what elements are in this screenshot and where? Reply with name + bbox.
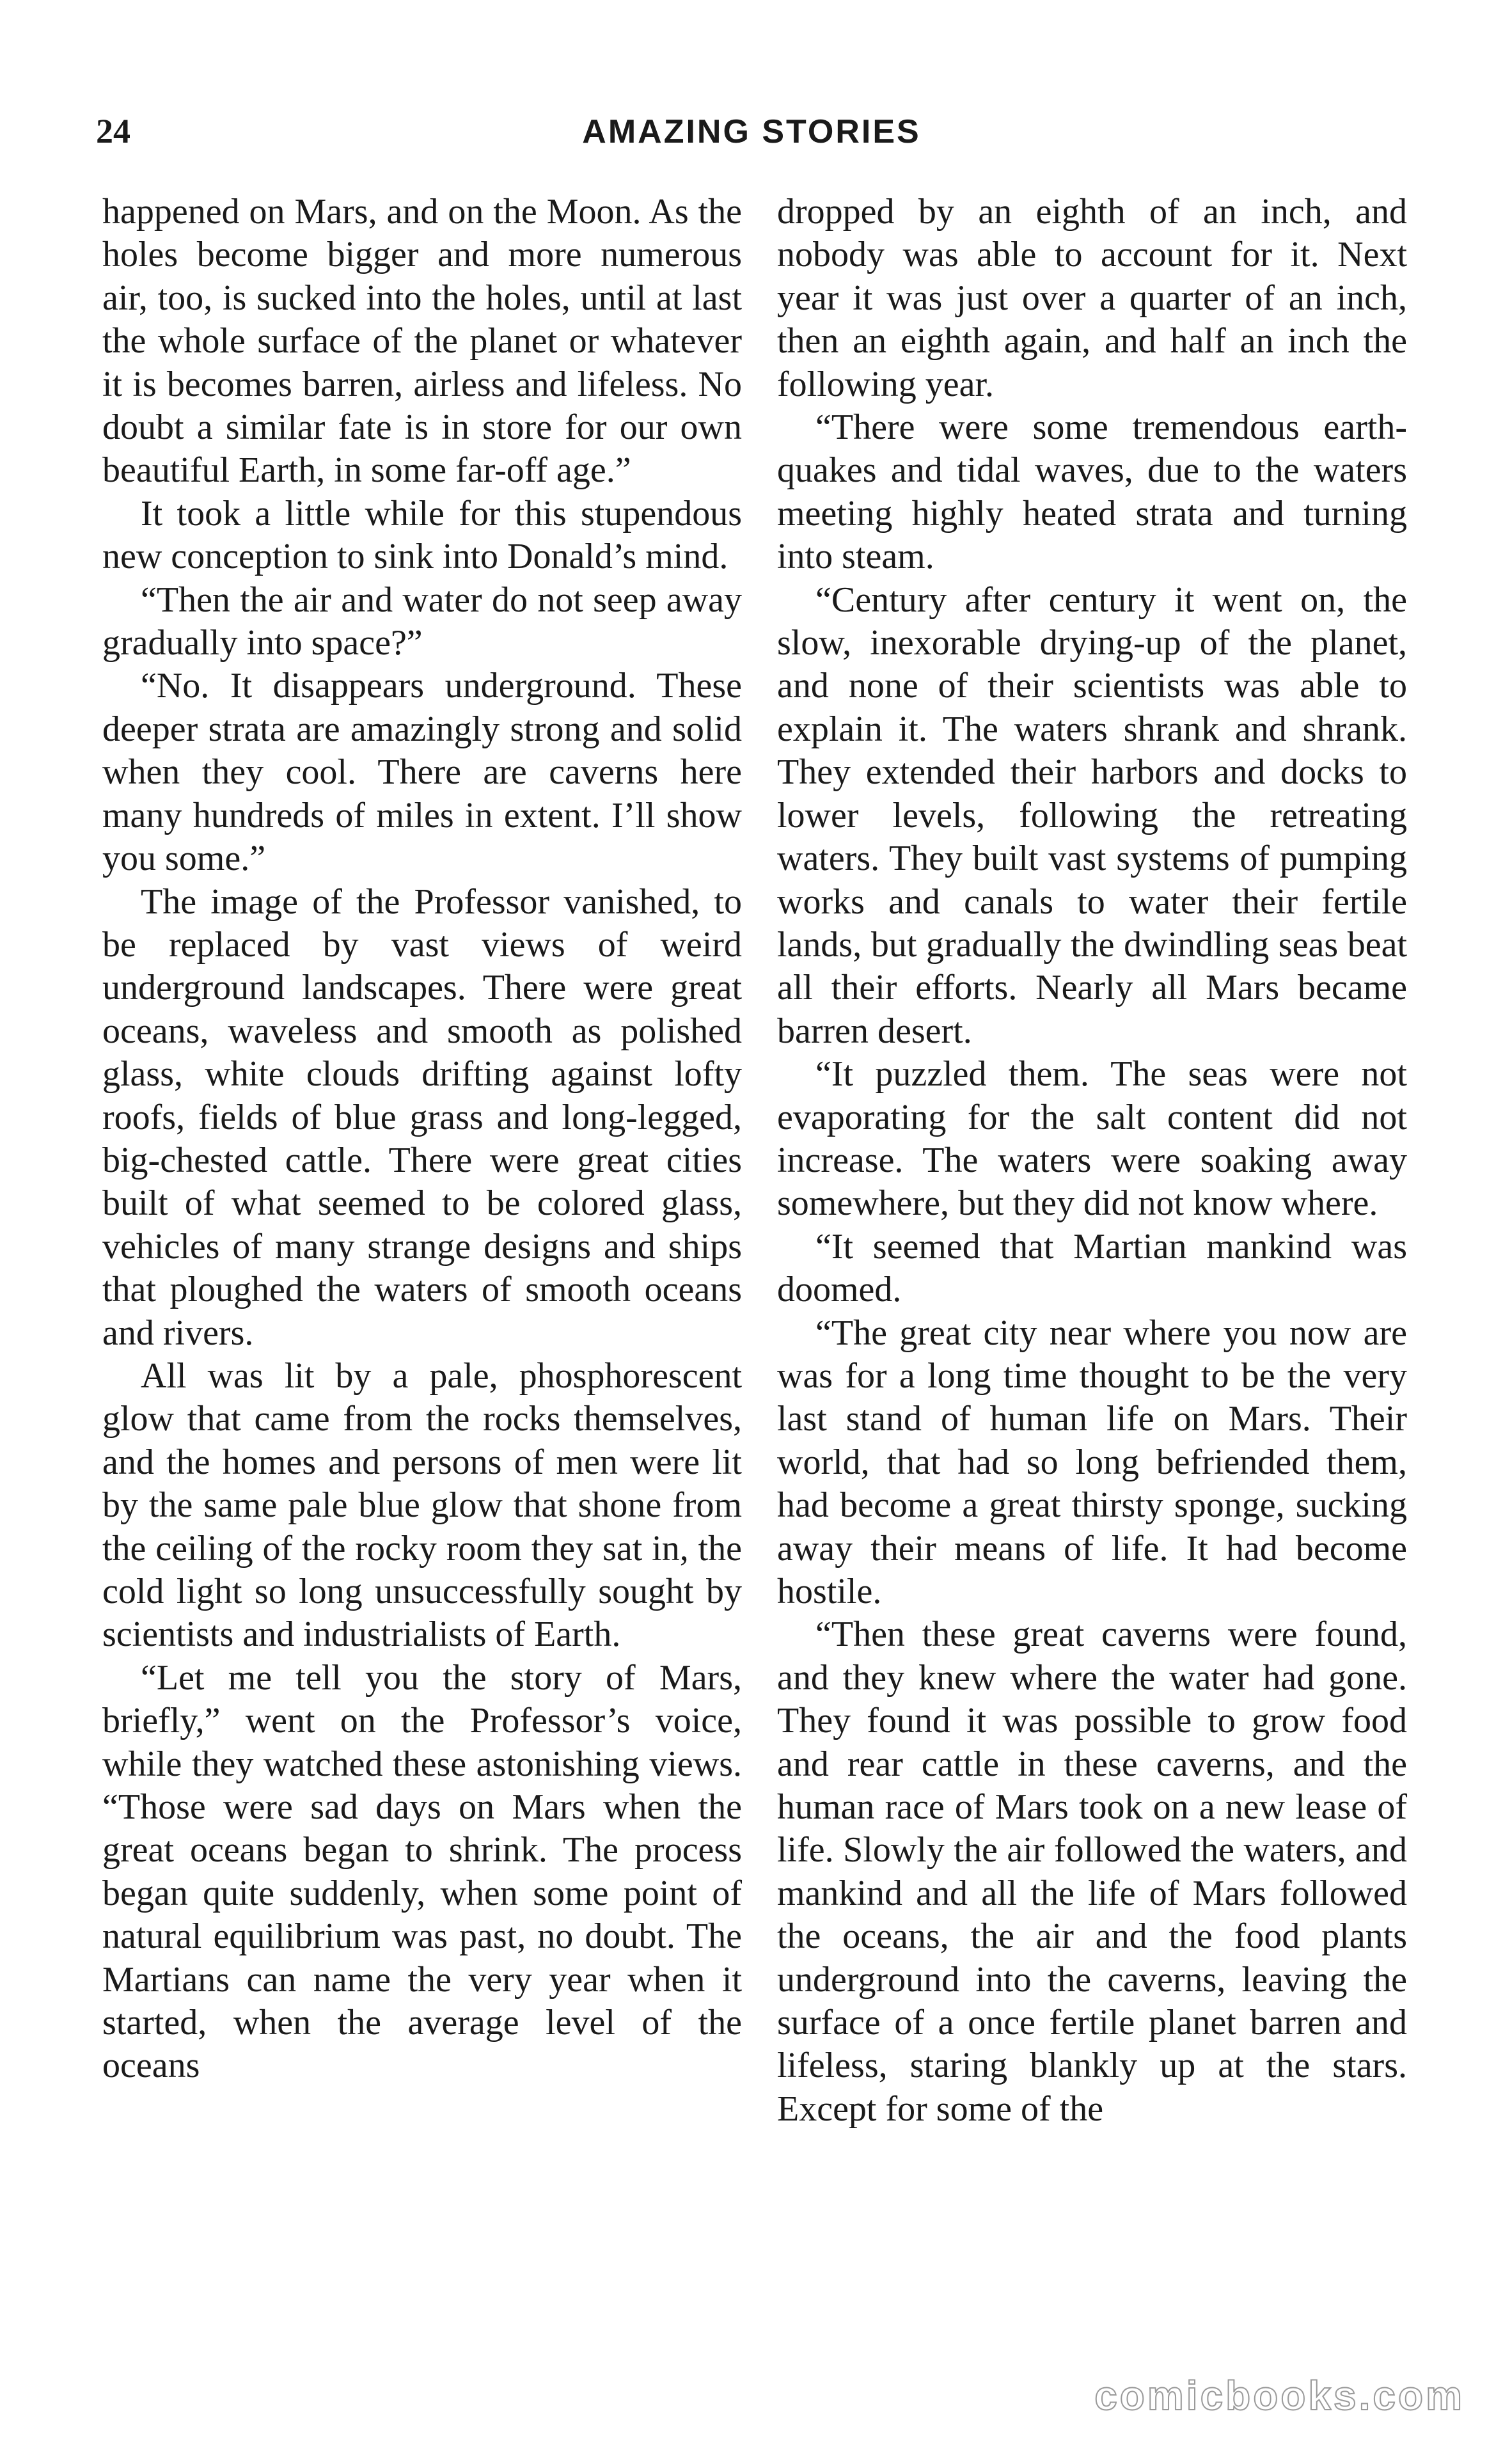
- right-column: [777, 191, 1407, 2131]
- watermark: comicbooks.com: [1094, 2373, 1465, 2419]
- paragraph: “Then these great caverns were found, and they knew where the water had gone. They found it was possible to grow food and rear cattle in these caverns, and the human race of Mars took on a new lease of life. Slowly the air followed the waters, and mankind and all the life of Mars followed the oceans, the air and the food plants underground into the caverns, leaving the surface of a once fertile planet barren and lifeless, staring blankly up at the stars. Except for some of the: [777, 1615, 1407, 2129]
- paragraph: It took a little while for this stupendous new conception to sink into Donald’s mind.: [102, 493, 742, 577]
- paragraph: “No. It disappears underground. These deeper strata are amazingly strong and solid when they cool. There are caverns here many hundreds of miles in extent. I’ll show you some.”: [102, 666, 742, 879]
- paragraph: “Then the air and water do not seep away gradually into space?”: [102, 580, 742, 663]
- paragraph: “Century after century it went on, the slow, inexorable drying-up of the planet, and none of their scientists was able to explain it. The waters shrank and shrank. They extended their harbors and docks to lower levels, following the retreating waters. They built vast systems of pumping works and canals to water their fertile lands, but gradually the dwindling seas beat all their efforts. Nearly all Mars became barren desert.: [777, 580, 1407, 1051]
- paragraph: “Let me tell you the story of Mars, briefly,” went on the Professor’s voice, while they watched these astonishing views. “Those were sad days on Mars when the great oceans began to shrink. The process began quite suddenly, when some point of natural equilibrium was past, no doubt. The Martians can name the very year when it started, when the average level of the oceans: [102, 1657, 742, 2086]
- paragraph: dropped by an eighth of an inch, and nobody was able to account for it. Next year it was just over a quarter of an inch, then an eighth again, and half an inch the following year.: [777, 192, 1407, 404]
- paragraph: “It seemed that Martian mankind was doomed.: [777, 1226, 1407, 1310]
- paragraph: All was lit by a pale, phosphorescent glow that came from the rocks themselves, and the homes and persons of men were lit by the same pale blue glow that shone from the ceiling of the rocky room they sat in, the cold light so long unsuccessfully sought by scientists and industrialists of Earth.: [102, 1355, 742, 1655]
- paragraph: “There were some tremendous earthquakes and tidal waves, due to the waters meeting highly heated strata and turning into steam.: [777, 407, 1407, 577]
- page-number: 24: [96, 112, 130, 150]
- left-column: [102, 191, 742, 2088]
- paragraph: happened on Mars, and on the Moon. As the holes become bigger and more numerous air, too, is sucked into the holes, until at last the whole surface of the planet or whatever it is becomes barren, airless and lifeless. No doubt a similar fate is in store for our own beautiful Earth, in some far-off age.”: [102, 192, 742, 491]
- paragraph: “The great city near where you now are was for a long time thought to be the very last stand of human life on Mars. Their world, that had so long befriended them, had become a great thirsty sponge, sucking away their means of life. It had become hostile.: [777, 1313, 1407, 1611]
- paragraph: The image of the Professor vanished, to be replaced by vast views of weird underground landscapes. There were great oceans, waveless and smooth as polished glass, white clouds drifting against lofty roofs, fields of blue grass and long-legged, big-chested cattle. There were great cities built of what seemed to be colored glass, vehicles of many strange designs and ships that ploughed the waters of smooth oceans and rivers.: [102, 881, 742, 1353]
- paragraph: “It puzzled them. The seas were not evaporating for the salt content did not increase. The waters were soaking away somewhere, but they did not know where.: [777, 1054, 1407, 1224]
- running-head: AMAZING STORIES: [582, 113, 921, 150]
